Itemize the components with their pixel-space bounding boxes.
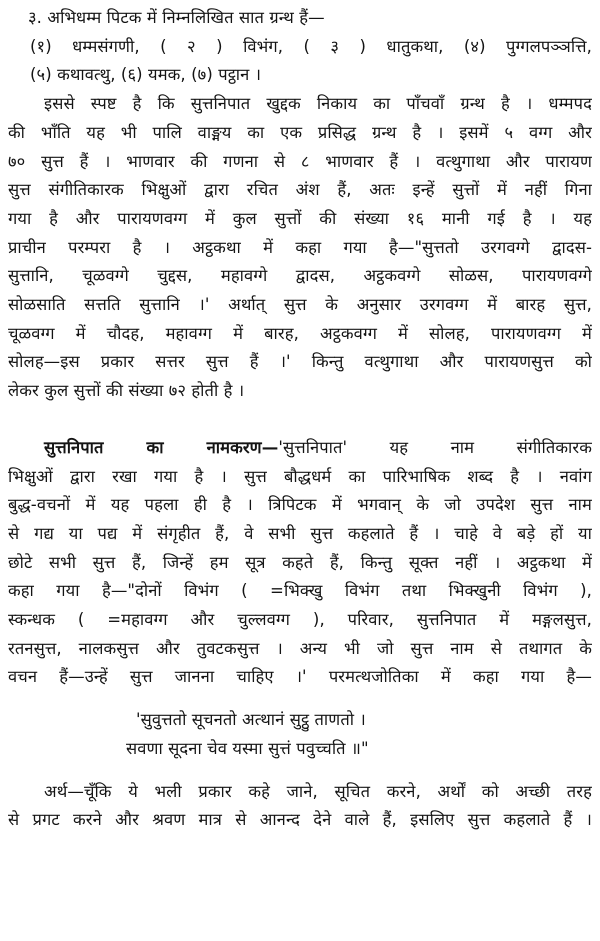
paragraph-line: सुत्त संगीतिकारक भिक्षुओं द्वारा रचित अंश हैं, अतः इन्हें सुत्तों में नहीं गिना [8, 180, 592, 200]
paragraph-line: से प्रगट करने और श्रवण मात्र से आनन्द देने वाले हैं, इसलिए सुत्त कहलाते हैं । [8, 810, 592, 830]
paragraph-line: भिक्षुओं द्वारा रखा गया है । सुत्त बौद्धधर्म का पारिभाषिक शब्द है । नवांग [8, 466, 592, 486]
paragraph-line: छोटे सभी सुत्त हैं, जिन्हें हम सूत्र कहते हैं, किन्तु सूक्त नहीं । अट्ठकथा में [8, 552, 592, 572]
paragraph-3 [8, 778, 592, 835]
paragraph-line: की भाँति यह भी पालि वाङ्मय का एक प्रसिद्ध ग्रन्थ है । इसमें ५ वग्ग और [8, 122, 592, 142]
paragraph-line: प्राचीन परम्परा है । अट्ठकथा में कहा गया है—"सुत्ततो उरगवग्गे द्वादस- [8, 237, 592, 257]
paragraph-run-in-heading: सुत्तनिपात का नामकरण— [44, 437, 279, 457]
paragraph-line: वचन हैं—उन्हें सुत्त जानना चाहिए ।' परमत्थजोतिका में कहा गया है— [8, 667, 592, 687]
paragraph-line: कहा गया है—"दोनों विभंग ( =भिक्खु विभंग तथा भिक्खुनी विभंग ), [8, 581, 592, 601]
paragraph-line: अर्थ—चूँकि ये भली प्रकार कहे जाने, सूचित करने, अर्थों को अच्छी तरह [44, 781, 592, 801]
paragraph-line: बुद्ध-वचनों में यह पहला ही है । त्रिपिटक में भगवान् के जो उपदेश सुत्त नाम [8, 495, 592, 515]
book-list-line: (१) धम्मसंगणी, ( २ ) विभंग, ( ३ ) धातुकथा, (४) पुग्गलपञ्ञत्ति, [30, 36, 592, 56]
paragraph-line: रतनसुत्त, नालकसुत्त और तुवटकसुत्त । अन्य भी जो सुत्त नाम से तथागत के [8, 638, 592, 658]
book-list-line: (५) कथावत्थु, (६) यमक, (७) पट्ठान । [30, 65, 262, 85]
spacer [8, 692, 592, 706]
paragraph-line-rest: 'सुत्तनिपात' यह नाम संगीतिकारक [278, 437, 592, 457]
paragraph-1 [8, 90, 592, 406]
paragraph-line: से गद्य या पद्य में संगृहीत हैं, वे सभी सुत्त कहलाते हैं । चाहे वे बड़े हों या [8, 523, 592, 543]
paragraph-2 [8, 434, 592, 692]
verse-line: 'सुवुत्ततो सूचनतो अत्थानं सुट्ठु ताणतो । [136, 710, 366, 730]
book-list [8, 33, 592, 90]
spacer [8, 406, 592, 434]
verse-block [8, 706, 592, 763]
paragraph-line: सोलह—इस प्रकार सत्तर सुत्त हैं ।' किन्तु वत्थुगाथा और पारायणसुत्त को [8, 352, 592, 372]
paragraph-line: इससे स्पष्ट है कि सुत्तनिपात खुद्दक निकाय का पाँचवाँ ग्रन्थ है । धम्मपद [44, 94, 592, 114]
paragraph-line: स्कन्धक ( =महावग्ग और चुल्लवग्ग ), परिवार, सुत्तनिपात में मङ्गलसुत्त, [8, 610, 592, 630]
paragraph-line: चूळवग्ग में चौदह, महावग्ग में बारह, अट्ठकवग्ग में सोलह, पारायणवग्ग में [8, 323, 592, 343]
verse-line: सवणा सूदना चेव यस्मा सुत्तं पवुच्चति ॥" [126, 738, 369, 758]
paragraph-line: सोळसाति सत्तति सुत्तानि ।' अर्थात् सुत्त के अनुसार उरगवग्ग में बारह सुत्त, [8, 295, 592, 315]
paragraph-line: लेकर कुल सुत्तों की संख्या ७२ होती है । [8, 381, 245, 401]
paragraph-line: सुत्तानि, चूळवग्गे चुद्दस, महावग्गे द्वादस, अट्ठकवग्गे सोळस, पारायणवग्गे [8, 266, 592, 286]
paragraph-line [8, 434, 592, 463]
paragraph-line: गया है और पारायणवग्ग में कुल सुत्तों की संख्या १६ मानी गई है । यह [8, 208, 592, 228]
section-heading: ३. अभिधम्म पिटक में निम्नलिखित सात ग्रन्थ हैं— [28, 8, 325, 27]
spacer [8, 764, 592, 778]
paragraph-line: ७० सुत्त हैं । भाणवार की गणना से ८ भाणवार हैं । वत्थुगाथा और पारायण [8, 151, 592, 171]
